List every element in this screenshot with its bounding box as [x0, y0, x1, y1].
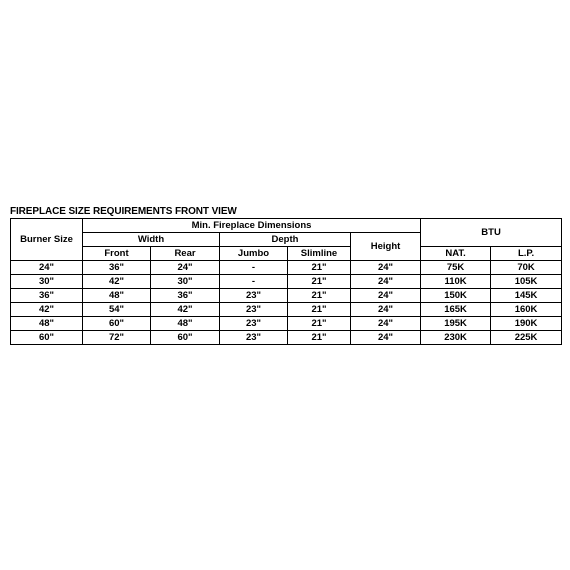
cell-lp: 160K	[491, 303, 562, 317]
header-nat: NAT.	[421, 247, 491, 261]
cell-front: 48"	[83, 289, 151, 303]
table-row	[11, 331, 562, 345]
cell-jumbo: 23"	[220, 317, 288, 331]
table-body	[11, 261, 562, 345]
cell-rear: 24"	[151, 261, 220, 275]
cell-rear: 48"	[151, 317, 220, 331]
cell-front: 72"	[83, 331, 151, 345]
cell-rear: 36"	[151, 289, 220, 303]
cell-lp: 190K	[491, 317, 562, 331]
cell-slimline: 21"	[288, 289, 351, 303]
cell-slimline: 21"	[288, 261, 351, 275]
cell-slimline: 21"	[288, 303, 351, 317]
table-row	[11, 289, 562, 303]
cell-nat: 230K	[421, 331, 491, 345]
cell-height: 24"	[351, 275, 421, 289]
header-slimline: Slimline	[288, 247, 351, 261]
header-lp: L.P.	[491, 247, 562, 261]
cell-front: 60"	[83, 317, 151, 331]
table-title: FIREPLACE SIZE REQUIREMENTS FRONT VIEW	[10, 206, 237, 217]
cell-front: 36"	[83, 261, 151, 275]
header-front: Front	[83, 247, 151, 261]
cell-nat: 165K	[421, 303, 491, 317]
cell-rear: 42"	[151, 303, 220, 317]
header-row-3	[11, 247, 562, 261]
cell-lp: 70K	[491, 261, 562, 275]
cell-lp: 105K	[491, 275, 562, 289]
header-depth: Depth	[220, 233, 351, 247]
cell-jumbo: 23"	[220, 289, 288, 303]
cell-nat: 110K	[421, 275, 491, 289]
header-rear: Rear	[151, 247, 220, 261]
cell-front: 42"	[83, 275, 151, 289]
header-burner-size: Burner Size	[11, 219, 83, 261]
cell-burner-size: 30"	[11, 275, 83, 289]
cell-burner-size: 60"	[11, 331, 83, 345]
cell-nat: 195K	[421, 317, 491, 331]
cell-height: 24"	[351, 331, 421, 345]
cell-height: 24"	[351, 317, 421, 331]
cell-burner-size: 48"	[11, 317, 83, 331]
cell-slimline: 21"	[288, 317, 351, 331]
fireplace-size-table	[10, 218, 562, 345]
cell-height: 24"	[351, 303, 421, 317]
cell-rear: 30"	[151, 275, 220, 289]
cell-lp: 145K	[491, 289, 562, 303]
cell-height: 24"	[351, 261, 421, 275]
table-header	[11, 219, 562, 261]
cell-nat: 150K	[421, 289, 491, 303]
table-row	[11, 303, 562, 317]
header-row-1	[11, 219, 562, 233]
table-row	[11, 261, 562, 275]
cell-slimline: 21"	[288, 331, 351, 345]
header-jumbo: Jumbo	[220, 247, 288, 261]
header-height: Height	[351, 233, 421, 261]
cell-lp: 225K	[491, 331, 562, 345]
table-row	[11, 317, 562, 331]
cell-jumbo: 23"	[220, 331, 288, 345]
cell-burner-size: 42"	[11, 303, 83, 317]
header-min-dimensions: Min. Fireplace Dimensions	[83, 219, 421, 233]
cell-burner-size: 24"	[11, 261, 83, 275]
cell-height: 24"	[351, 289, 421, 303]
table-row	[11, 275, 562, 289]
cell-jumbo: -	[220, 275, 288, 289]
cell-nat: 75K	[421, 261, 491, 275]
cell-burner-size: 36"	[11, 289, 83, 303]
cell-rear: 60"	[151, 331, 220, 345]
cell-front: 54"	[83, 303, 151, 317]
cell-slimline: 21"	[288, 275, 351, 289]
cell-jumbo: 23"	[220, 303, 288, 317]
header-width: Width	[83, 233, 220, 247]
cell-jumbo: -	[220, 261, 288, 275]
header-btu: BTU	[421, 219, 562, 247]
